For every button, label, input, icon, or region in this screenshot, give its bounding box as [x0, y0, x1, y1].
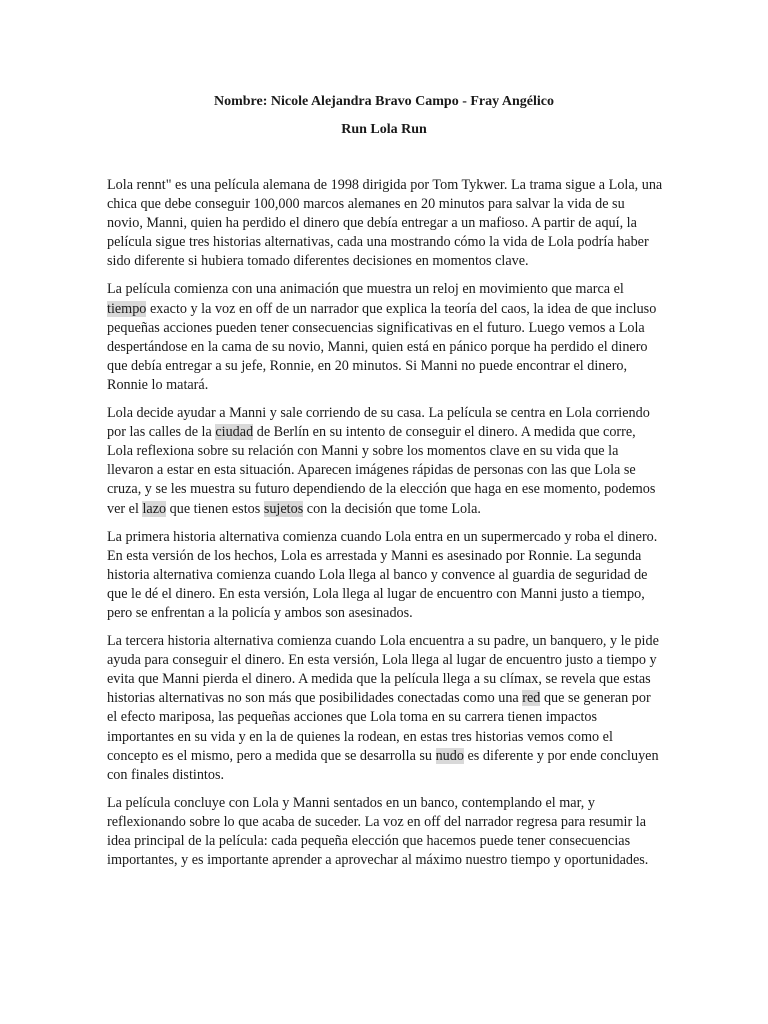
highlighted-word: red: [522, 690, 541, 707]
paragraph-6: La película concluye con Lola y Manni sentados en un banco, contemplando el mar, y reflexionando sobre lo que acaba de suceder. La voz en off del narrador regresa para resumir la idea principal de la película: cada pequeña elección que hacemos puede tener consecuencias importantes, y es importante aprender a aprovechar al máximo nuestro tiempo y oportunidades.: [107, 794, 649, 869]
highlighted-word: sujetos: [263, 500, 304, 517]
document-title: Run Lola Run: [341, 122, 427, 137]
author-line: Nombre: Nicole Alejandra Bravo Campo - Fray Angélico: [214, 94, 554, 109]
paragraph-2: La película comienza con una animación que muestra un reloj en movimiento que marca el tiempo exacto y la voz en off de un narrador que explica la teoría del caos, la idea de que incluso pequeñas acciones pueden tener consecuencias significativas en el futuro. Luego vemos a Lola despertándose en la cama de su novio, Manni, quien está en pánico porque ha perdido el dinero que debía entregar a su jefe, Ronnie, en 20 minutos. Si Manni no puede encontrar el dinero, Ronnie lo matará.: [107, 281, 657, 393]
highlighted-word: lazo: [142, 500, 167, 517]
paragraph-1: Lola rennt" es una película alemana de 1998 dirigida por Tom Tykwer. La trama sigue a Lola, una chica que debe conseguir 100,000 marcos alemanes en 20 minutos para salvar la vida de su novio, Manni, quien ha perdido el dinero que debía entregar a un mafioso. A partir de aquí, la película sigue tres historias alternativas, cada una mostrando cómo la vida de Lola podría haber sido diferente si hubiera tomado diferentes decisiones en momentos clave.: [107, 177, 663, 270]
document-body: [107, 176, 663, 879]
highlighted-word: ciudad: [215, 424, 254, 441]
highlighted-word: nudo: [435, 747, 464, 764]
paragraph-4: La primera historia alternativa comienza cuando Lola entra en un supermercado y roba el dinero. En esta versión de los hechos, Lola es arrestada y Manni es asesinado por Ronnie. La segunda historia alternativa comienza cuando Lola llega al banco y convence al guardia de seguridad de que le dé el dinero. En esta versión, Lola llega al lugar de encuentro con Manni justo a tiempo, pero se enfrentan a la policía y ambos son asesinados.: [107, 528, 658, 621]
paragraph-5: La tercera historia alternativa comienza cuando Lola encuentra a su padre, un banquero, y le pide ayuda para conseguir el dinero. En esta versión, Lola llega al lugar de encuentro justo a tiempo y evita que Manni pierda el dinero. A medida que la película llega a su clímax, se revela que estas historias alternativas no son más que posibilidades conectadas como una red que se generan por el efecto mariposa, las pequeñas acciones que Lola toma en su carrera tienen impactos importantes en su vida y en la de quienes la rodean, en estas tres historias vemos como el concepto es el mismo, pero a medida que se desarrolla su nudo es diferente y por ende concluyen con finales distintos.: [107, 633, 659, 783]
highlighted-word: tiempo: [107, 300, 147, 317]
paragraph-3: Lola decide ayudar a Manni y sale corriendo de su casa. La película se centra en Lola corriendo por las calles de la ciudad de Berlín en su intento de conseguir el dinero. A medida que corre, Lola reflexiona sobre su relación con Manni y sobre los momentos clave en su vida que la llevaron a estar en esta situación. Aparecen imágenes rápidas de personas con las que Lola se cruza, y se les muestra su futuro dependiendo de la elección que haga en ese momento, podemos ver el lazo que tienen estos sujetos con la decisión que tome Lola.: [107, 405, 656, 517]
